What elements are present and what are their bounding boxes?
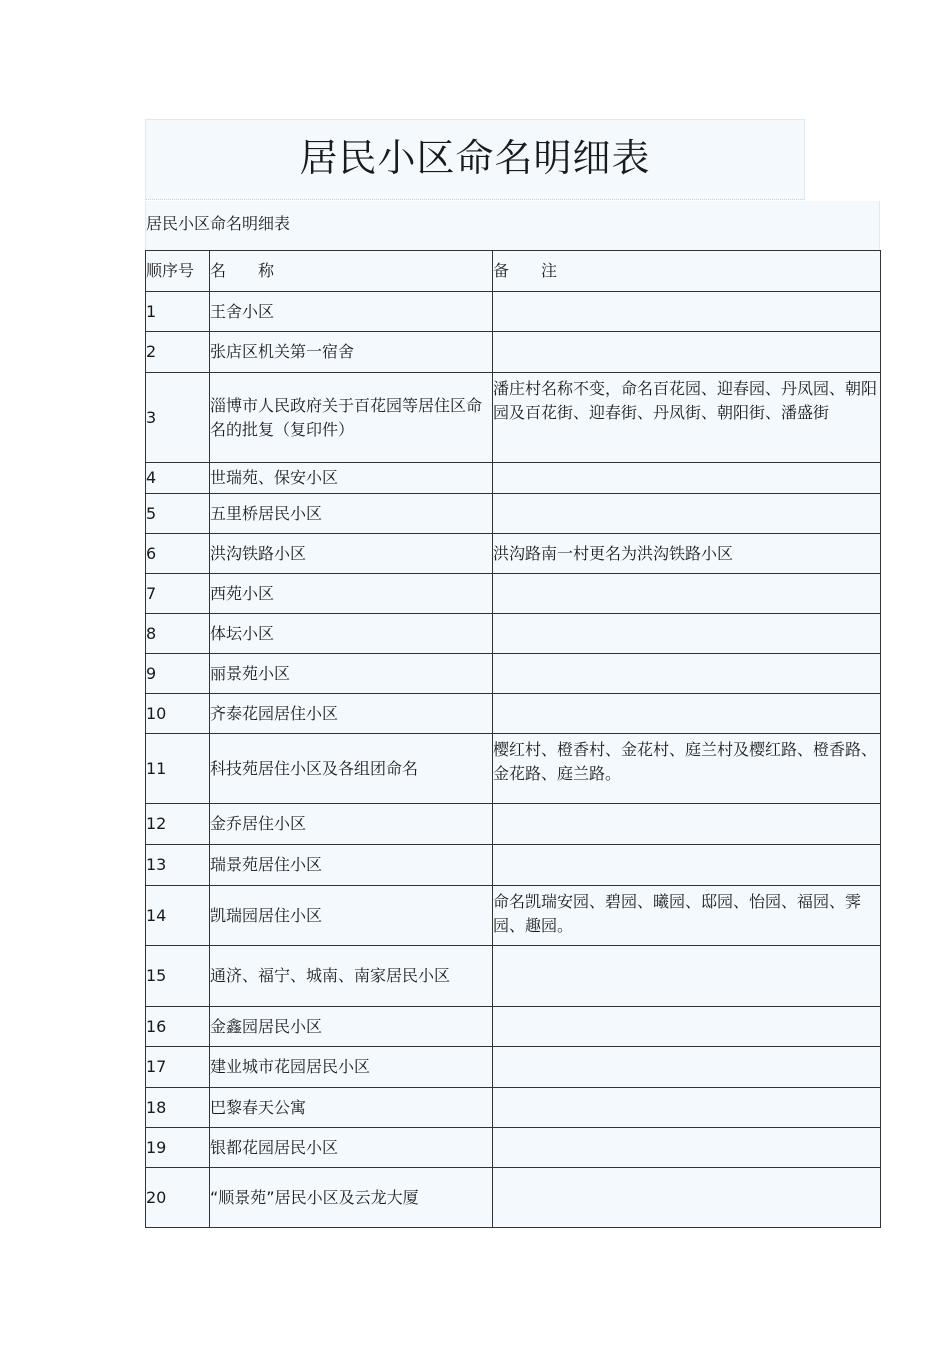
table-row xyxy=(146,1088,881,1128)
row-note xyxy=(493,1168,881,1228)
table-row xyxy=(146,1007,881,1047)
table-row xyxy=(146,494,881,534)
row-note xyxy=(493,614,881,654)
row-note xyxy=(493,1007,881,1047)
row-note xyxy=(493,1128,881,1168)
row-name: 五里桥居民小区 xyxy=(210,494,493,534)
row-name: 通济、福宁、城南、南家居民小区 xyxy=(210,946,493,1007)
row-name: 丽景苑小区 xyxy=(210,654,493,694)
row-name: 科技苑居住小区及各组团命名 xyxy=(210,734,493,804)
row-note xyxy=(493,845,881,886)
row-num: 19 xyxy=(146,1128,210,1168)
table-row xyxy=(146,1168,881,1228)
table-row xyxy=(146,463,881,494)
row-num: 13 xyxy=(146,845,210,886)
table-row xyxy=(146,845,881,886)
row-note: 潘庄村名称不变，命名百花园、迎春园、丹凤园、朝阳园及百花街、迎春街、丹凤街、朝阳街、潘盛街 xyxy=(493,373,881,463)
row-num: 20 xyxy=(146,1168,210,1228)
row-name: 金鑫园居民小区 xyxy=(210,1007,493,1047)
row-num: 15 xyxy=(146,946,210,1007)
row-note xyxy=(493,574,881,614)
table-row xyxy=(146,654,881,694)
table-row xyxy=(146,332,881,373)
row-note xyxy=(493,463,881,494)
row-note xyxy=(493,654,881,694)
row-name: “顺景苑”居民小区及云龙大厦 xyxy=(210,1168,493,1228)
row-note xyxy=(493,804,881,845)
page-title: 居民小区命名明细表 xyxy=(299,136,651,180)
row-name: 西苑小区 xyxy=(210,574,493,614)
row-num: 11 xyxy=(146,734,210,804)
row-num: 8 xyxy=(146,614,210,654)
subtitle-bar xyxy=(145,201,880,250)
row-name: 金乔居住小区 xyxy=(210,804,493,845)
row-num: 10 xyxy=(146,694,210,734)
table-row xyxy=(146,734,881,804)
row-name: 淄博市人民政府关于百花园等居住区命名的批复（复印件） xyxy=(210,373,493,463)
row-name: 巴黎春天公寓 xyxy=(210,1088,493,1128)
row-num: 5 xyxy=(146,494,210,534)
table-row xyxy=(146,1128,881,1168)
row-num: 12 xyxy=(146,804,210,845)
table-row xyxy=(146,946,881,1007)
row-num: 7 xyxy=(146,574,210,614)
row-num: 4 xyxy=(146,463,210,494)
row-num: 18 xyxy=(146,1088,210,1128)
row-num: 3 xyxy=(146,373,210,463)
row-num: 6 xyxy=(146,534,210,574)
row-note xyxy=(493,946,881,1007)
table-row xyxy=(146,694,881,734)
title-banner xyxy=(145,119,805,200)
row-name: 王舍小区 xyxy=(210,292,493,332)
table-row xyxy=(146,614,881,654)
row-num: 9 xyxy=(146,654,210,694)
row-num: 2 xyxy=(146,332,210,373)
table-caption: 居民小区命名明细表 xyxy=(146,214,291,233)
table-row xyxy=(146,534,881,574)
row-note xyxy=(493,292,881,332)
row-name: 体坛小区 xyxy=(210,614,493,654)
row-name: 瑞景苑居住小区 xyxy=(210,845,493,886)
row-name: 世瑞苑、保安小区 xyxy=(210,463,493,494)
row-name: 建业城市花园居民小区 xyxy=(210,1047,493,1088)
table-row xyxy=(146,804,881,845)
row-name: 张店区机关第一宿舍 xyxy=(210,332,493,373)
row-note xyxy=(493,332,881,373)
row-note xyxy=(493,1047,881,1088)
row-num: 17 xyxy=(146,1047,210,1088)
table-row xyxy=(146,574,881,614)
row-note xyxy=(493,694,881,734)
row-num: 1 xyxy=(146,292,210,332)
row-num: 16 xyxy=(146,1007,210,1047)
table-row xyxy=(146,886,881,946)
row-note xyxy=(493,494,881,534)
header-name: 名 称 xyxy=(210,251,493,292)
header-row xyxy=(146,251,881,292)
table-row xyxy=(146,1047,881,1088)
naming-table xyxy=(145,250,881,1228)
row-name: 洪沟铁路小区 xyxy=(210,534,493,574)
table-row xyxy=(146,373,881,463)
table-row xyxy=(146,292,881,332)
row-name: 凯瑞园居住小区 xyxy=(210,886,493,946)
row-note: 命名凯瑞安园、碧园、曦园、邸园、怡园、福园、霁园、趣园。 xyxy=(493,886,881,946)
row-note xyxy=(493,1088,881,1128)
row-note: 樱红村、橙香村、金花村、庭兰村及樱红路、橙香路、金花路、庭兰路。 xyxy=(493,734,881,804)
header-num: 顺序号 xyxy=(146,251,210,292)
row-name: 银都花园居民小区 xyxy=(210,1128,493,1168)
row-note: 洪沟路南一村更名为洪沟铁路小区 xyxy=(493,534,881,574)
header-note: 备 注 xyxy=(493,251,881,292)
row-name: 齐泰花园居住小区 xyxy=(210,694,493,734)
row-num: 14 xyxy=(146,886,210,946)
